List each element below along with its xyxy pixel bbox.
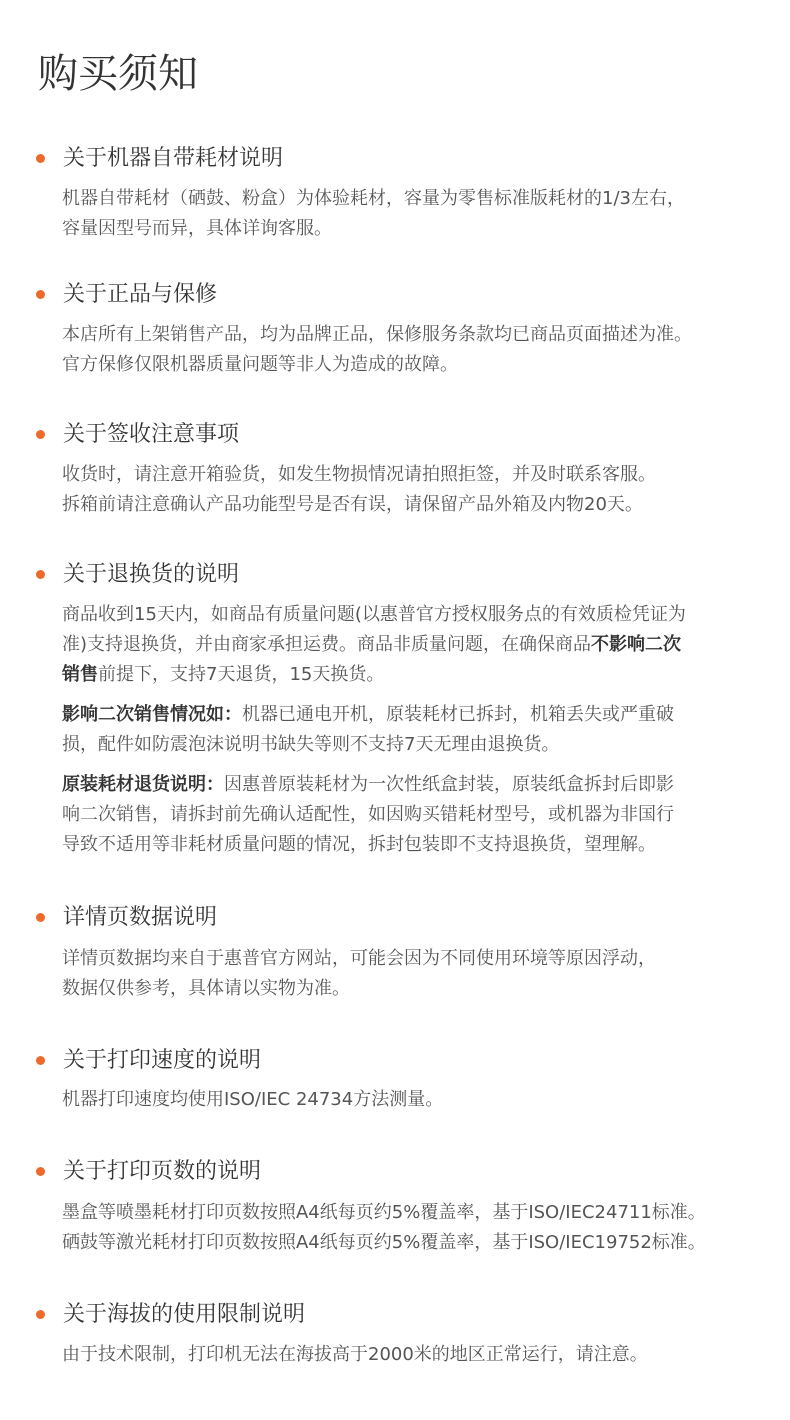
returns-policy-paragraph (62, 600, 762, 690)
body-line: 墨盒等喷墨耗材打印页数按照A4纸每页约5%覆盖率，基于ISO/IEC24711标准。 (62, 1202, 706, 1223)
body-line: 机器打印速度均使用ISO/IEC 24734方法测量。 (62, 1089, 444, 1110)
bullet-dot-icon (36, 1056, 45, 1065)
body-text: 因惠普原装耗材为一次性纸盒封装，原装纸盒拆封后即影 (224, 774, 674, 795)
page-title: 购买须知 (38, 51, 198, 97)
body-line: 本店所有上架销售产品，均为品牌正品，保修服务条款均已商品页面描述为准。 (62, 324, 692, 345)
section-header (0, 144, 790, 174)
resale-impact-paragraph (62, 700, 762, 760)
body-line: 官方保修仅限机器质量问题等非人为造成的故障。 (62, 354, 458, 375)
section-body (62, 600, 762, 860)
body-line: 容量因型号而异，具体详询客服。 (62, 218, 332, 239)
bullet-dot-icon (36, 290, 45, 299)
body-line: 收货时，请注意开箱验货，如发生物损情况请拍照拒签，并及时联系客服。 (62, 464, 656, 485)
section-body (62, 1340, 762, 1370)
bullet-dot-icon (36, 913, 45, 922)
bullet-dot-icon (36, 570, 45, 579)
bullet-dot-icon (36, 1310, 45, 1319)
section-title: 关于打印页数的说明 (63, 1159, 262, 1184)
body-line (62, 630, 762, 660)
section-body (62, 1085, 762, 1115)
bullet-dot-icon (36, 430, 45, 439)
section-header (0, 280, 790, 310)
consumables-return-paragraph (62, 770, 762, 860)
section-header (0, 903, 790, 933)
section-body (62, 944, 762, 1004)
section-title: 关于机器自带耗材说明 (63, 146, 284, 171)
body-line (62, 660, 762, 690)
section-title: 详情页数据说明 (63, 905, 218, 930)
body-line: 硒鼓等激光耗材打印页数按照A4纸每页约5%覆盖率，基于ISO/IEC19752标准。 (62, 1232, 706, 1253)
body-line: 数据仅供参考，具体请以实物为准。 (62, 978, 350, 999)
paragraph-label: 原装耗材退货说明： (62, 774, 224, 795)
section-title: 关于正品与保修 (63, 282, 218, 307)
section-title: 关于退换货的说明 (63, 562, 240, 587)
body-line (62, 700, 762, 730)
section-body (62, 1198, 762, 1258)
body-text: 准)支持退换货，并由商家承担运费。商品非质量问题，在确保商品 (62, 634, 592, 655)
emphasis-text: 不影响二次 (591, 634, 682, 655)
body-line: 导致不适用等非耗材质量问题的情况，拆封包装即不支持退换货，望理解。 (62, 834, 656, 855)
emphasis-text: 销售 (62, 664, 98, 685)
body-line (62, 770, 762, 800)
section-body (62, 320, 762, 380)
body-line: 商品收到15天内，如商品有质量问题(以惠普官方授权服务点的有效质检凭证为 (62, 604, 686, 625)
body-text: 前提下，支持7天退货，15天换货。 (98, 664, 385, 685)
section-header (0, 420, 790, 450)
body-line: 由于技术限制，打印机无法在海拔高于2000米的地区正常运行，请注意。 (62, 1344, 648, 1365)
body-line: 损，配件如防震泡沫说明书缺失等则不支持7天无理由退换货。 (62, 734, 560, 755)
section-header (0, 560, 790, 590)
paragraph-label: 影响二次销售情况如： (62, 704, 242, 725)
section-body (62, 460, 762, 520)
body-line: 响二次销售，请拆封前先确认适配性，如因购买错耗材型号，或机器为非国行 (62, 804, 674, 825)
body-line: 机器自带耗材（硒鼓、粉盒）为体验耗材，容量为零售标准版耗材的1/3左右， (62, 188, 685, 209)
section-header (0, 1157, 790, 1187)
section-title: 关于海拔的使用限制说明 (63, 1302, 306, 1327)
section-title: 关于打印速度的说明 (63, 1048, 262, 1073)
body-text: 机器已通电开机，原装耗材已拆封，机箱丢失或严重破 (242, 704, 674, 725)
section-header (0, 1046, 790, 1076)
bullet-dot-icon (36, 154, 45, 163)
body-line: 拆箱前请注意确认产品功能型号是否有误，请保留产品外箱及内物20天。 (62, 494, 643, 515)
bullet-dot-icon (36, 1167, 45, 1176)
section-body (62, 184, 762, 244)
body-line: 详情页数据均来自于惠普官方网站，可能会因为不同使用环境等原因浮动， (62, 948, 656, 969)
section-title: 关于签收注意事项 (63, 422, 240, 447)
section-header (0, 1300, 790, 1330)
